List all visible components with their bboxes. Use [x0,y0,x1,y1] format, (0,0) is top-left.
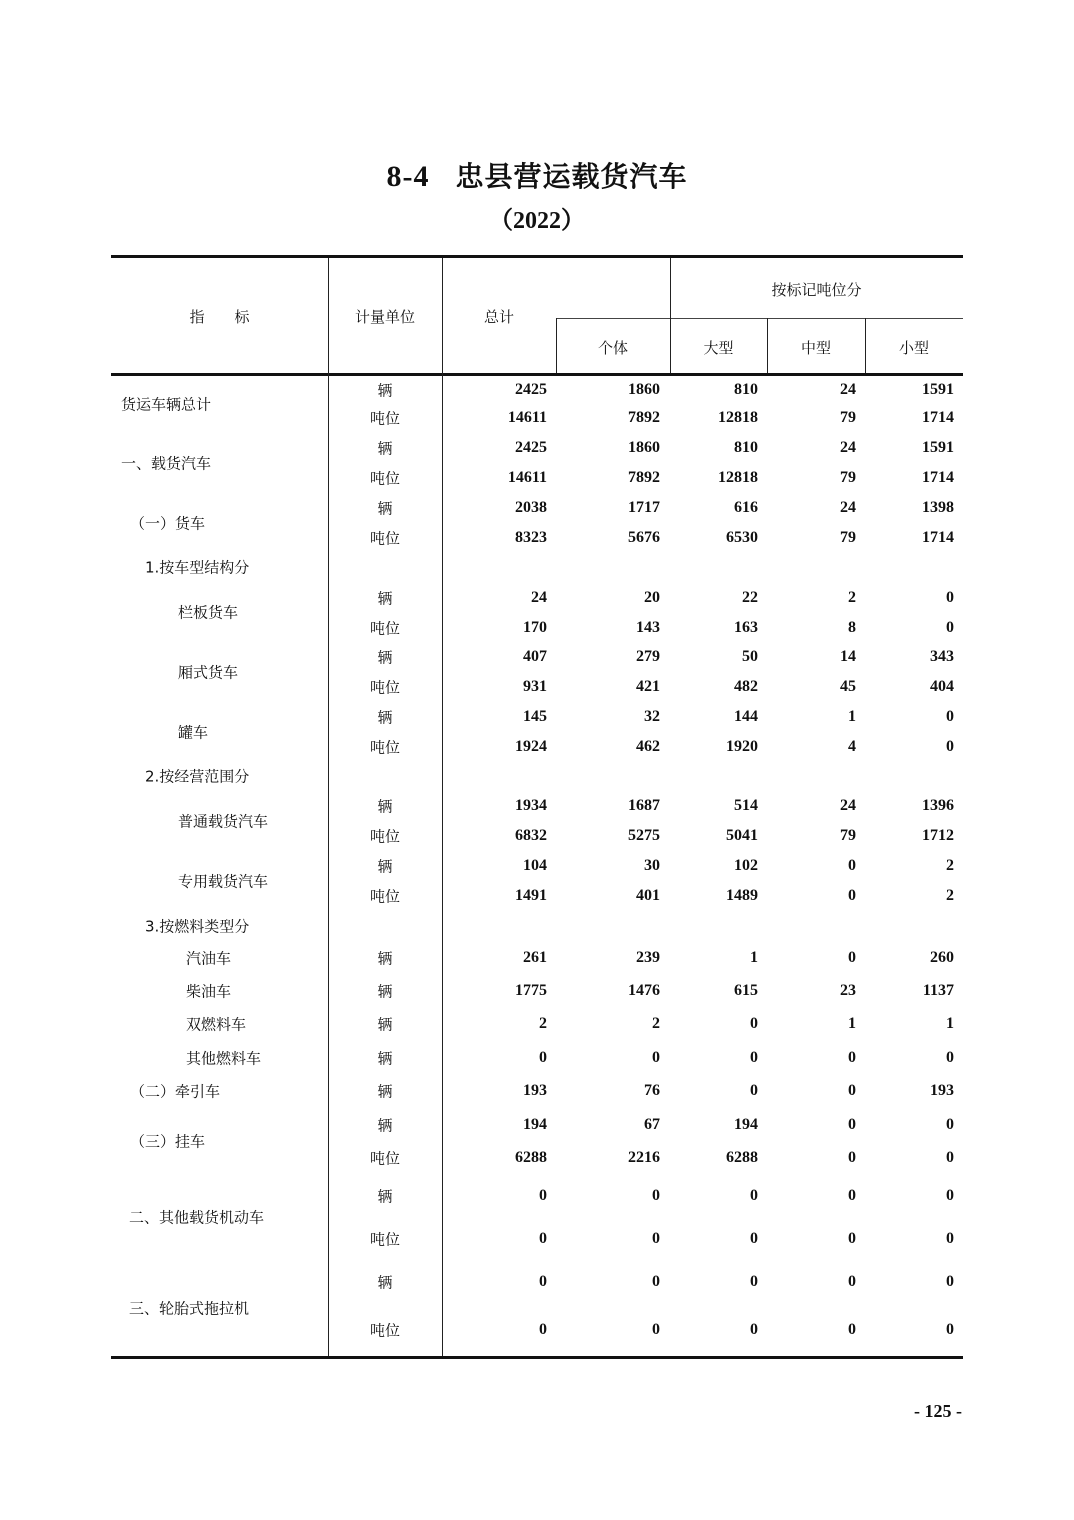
row-label: 厢式货车 [178,663,239,682]
value-total: 1491 [515,887,547,904]
row-unit: 辆 [377,1116,393,1135]
value-small: 260 [930,949,954,966]
row-unit: 吨位 [369,1321,400,1340]
row-unit: 吨位 [369,1149,400,1168]
value-small: 0 [946,1116,954,1133]
value-medium: 24 [840,499,856,516]
value-small: 343 [930,648,954,665]
value-large: 12818 [718,469,758,486]
value-individual: 5275 [628,827,660,844]
row-unit: 吨位 [369,409,400,428]
value-large: 6288 [726,1149,758,1166]
row-label: 普通载货汽车 [178,812,269,831]
value-medium: 0 [848,1116,856,1133]
value-individual: 5676 [628,529,660,546]
value-medium: 24 [840,381,856,398]
value-individual: 239 [636,949,660,966]
value-medium: 0 [848,1187,856,1204]
value-small: 0 [946,1149,954,1166]
row-unit: 辆 [377,1273,393,1292]
value-small: 1714 [922,469,954,486]
value-medium: 4 [848,738,856,755]
value-individual: 143 [636,619,660,636]
value-medium: 8 [848,619,856,636]
value-medium: 0 [848,1230,856,1247]
row-label: 其他燃料车 [186,1049,262,1068]
value-medium: 1 [848,1015,856,1032]
value-individual: 0 [652,1187,660,1204]
value-total: 104 [523,857,547,874]
value-medium: 24 [840,797,856,814]
value-individual: 0 [652,1049,660,1066]
value-individual: 7892 [628,469,660,486]
value-small: 0 [946,1230,954,1247]
value-total: 0 [539,1273,547,1290]
value-medium: 79 [840,827,856,844]
value-large: 0 [750,1015,758,1032]
value-small: 1714 [922,529,954,546]
value-medium: 14 [840,648,856,665]
value-large: 615 [734,982,758,999]
value-individual: 462 [636,738,660,755]
row-unit: 辆 [377,857,393,876]
value-large: 514 [734,797,758,814]
value-individual: 421 [636,678,660,695]
row-unit: 辆 [377,1015,393,1034]
value-large: 0 [750,1230,758,1247]
row-unit: 吨位 [369,619,400,638]
row-unit: 吨位 [369,678,400,697]
row-label: 1.按车型结构分 [145,558,250,577]
column-divider [442,258,443,1356]
header-large: 大型 [703,339,734,357]
table-title [0,155,1074,195]
value-total: 2038 [515,499,547,516]
value-large: 12818 [718,409,758,426]
row-unit: 吨位 [369,529,400,548]
table-top-rule [111,255,963,258]
page-number: - 125 - [914,1401,962,1421]
value-total: 2 [539,1015,547,1032]
value-individual: 0 [652,1321,660,1338]
table-name: 忠县营运载货汽车 [455,160,688,193]
value-individual: 76 [644,1082,660,1099]
value-small: 1 [946,1015,954,1032]
row-unit: 辆 [377,1187,393,1206]
row-label: 罐车 [178,723,209,742]
row-unit: 吨位 [369,738,400,757]
row-unit: 辆 [377,439,393,458]
value-large: 1 [750,949,758,966]
header-total: 总计 [483,308,514,326]
row-unit: 辆 [377,381,393,400]
value-total: 2425 [515,381,547,398]
value-individual: 401 [636,887,660,904]
value-large: 194 [734,1116,758,1133]
row-unit: 辆 [377,949,393,968]
table-bottom-rule [111,1356,963,1359]
value-individual: 1476 [628,982,660,999]
value-medium: 0 [848,887,856,904]
value-large: 810 [734,439,758,456]
header-individual: 个体 [597,339,628,357]
value-medium: 1 [848,708,856,725]
value-total: 407 [523,648,547,665]
row-label: 三、轮胎式拖拉机 [129,1299,250,1318]
value-small: 1591 [922,439,954,456]
header-bottom-rule [111,373,963,376]
value-total: 6832 [515,827,547,844]
value-total: 0 [539,1187,547,1204]
row-unit: 吨位 [369,887,400,906]
row-unit: 吨位 [369,827,400,846]
row-label: 二、其他载货机动车 [129,1208,265,1227]
value-large: 0 [750,1082,758,1099]
header-indicator: 指 标 [189,308,250,326]
value-individual: 279 [636,648,660,665]
value-individual: 1860 [628,439,660,456]
header-small: 小型 [898,339,929,357]
value-small: 0 [946,708,954,725]
value-medium: 79 [840,409,856,426]
value-large: 0 [750,1049,758,1066]
value-total: 0 [539,1321,547,1338]
value-medium: 79 [840,469,856,486]
row-unit: 吨位 [369,1230,400,1249]
value-total: 193 [523,1082,547,1099]
value-total: 14611 [507,469,547,486]
row-label: （一）货车 [130,514,206,533]
value-total: 1924 [515,738,547,755]
value-individual: 1717 [628,499,660,516]
value-large: 163 [734,619,758,636]
value-individual: 2216 [628,1149,660,1166]
value-medium: 0 [848,1082,856,1099]
value-small: 1591 [922,381,954,398]
row-unit: 辆 [377,1049,393,1068]
value-large: 0 [750,1321,758,1338]
value-small: 0 [946,1321,954,1338]
value-total: 1775 [515,982,547,999]
value-small: 0 [946,1187,954,1204]
row-unit: 辆 [377,499,393,518]
value-medium: 0 [848,857,856,874]
value-medium: 0 [848,1049,856,1066]
value-small: 0 [946,1049,954,1066]
row-label: 双燃料车 [186,1015,247,1034]
value-large: 50 [742,648,758,665]
value-large: 0 [750,1273,758,1290]
value-large: 1920 [726,738,758,755]
value-medium: 0 [848,1273,856,1290]
value-individual: 32 [644,708,660,725]
value-total: 6288 [515,1149,547,1166]
row-label: 货运车辆总计 [121,395,212,414]
value-individual: 30 [644,857,660,874]
value-small: 0 [946,1273,954,1290]
value-large: 102 [734,857,758,874]
value-small: 0 [946,619,954,636]
value-individual: 1687 [628,797,660,814]
value-large: 616 [734,499,758,516]
value-small: 0 [946,738,954,755]
row-unit: 辆 [377,1082,393,1101]
row-label: 专用载货汽车 [178,872,269,891]
value-individual: 7892 [628,409,660,426]
value-individual: 20 [644,589,660,606]
header-sub-rule [556,318,963,319]
value-total: 261 [523,949,547,966]
value-small: 404 [930,678,954,695]
row-label: 柴油车 [186,982,232,1001]
value-small: 2 [946,857,954,874]
row-label: 2.按经营范围分 [145,767,250,786]
value-medium: 0 [848,1149,856,1166]
value-total: 145 [523,708,547,725]
value-small: 1137 [922,982,954,999]
header-medium: 中型 [800,339,831,357]
value-medium: 45 [840,678,856,695]
header-tonnage-group: 按标记吨位分 [771,281,862,299]
value-small: 1714 [922,409,954,426]
row-label: （三）挂车 [130,1132,206,1151]
row-unit: 辆 [377,797,393,816]
value-medium: 23 [840,982,856,999]
value-large: 0 [750,1187,758,1204]
row-unit: 辆 [377,708,393,727]
row-unit: 吨位 [369,469,400,488]
table-year: （2022） [489,208,585,234]
value-individual: 67 [644,1116,660,1133]
value-total: 931 [523,678,547,695]
row-label: 3.按燃料类型分 [145,917,250,936]
value-large: 810 [734,381,758,398]
header-unit: 计量单位 [354,308,415,326]
value-small: 2 [946,887,954,904]
value-individual: 0 [652,1273,660,1290]
table-code: 8-4 [386,160,430,193]
value-large: 144 [734,708,758,725]
value-total: 24 [531,589,547,606]
row-unit: 辆 [377,648,393,667]
value-total: 8323 [515,529,547,546]
value-medium: 2 [848,589,856,606]
value-medium: 0 [848,949,856,966]
row-label: 栏板货车 [178,603,239,622]
row-label: 一、载货汽车 [121,454,212,473]
value-total: 0 [539,1049,547,1066]
value-total: 170 [523,619,547,636]
value-total: 2425 [515,439,547,456]
value-large: 1489 [726,887,758,904]
row-label: 汽油车 [186,949,232,968]
value-small: 0 [946,589,954,606]
value-medium: 24 [840,439,856,456]
value-total: 14611 [507,409,547,426]
value-large: 5041 [726,827,758,844]
row-label: （二）牵引车 [130,1082,221,1101]
value-small: 1398 [922,499,954,516]
value-large: 6530 [726,529,758,546]
value-individual: 1860 [628,381,660,398]
value-small: 193 [930,1082,954,1099]
value-small: 1396 [922,797,954,814]
value-total: 0 [539,1230,547,1247]
value-small: 1712 [922,827,954,844]
value-total: 194 [523,1116,547,1133]
value-individual: 2 [652,1015,660,1032]
row-unit: 辆 [377,589,393,608]
value-large: 22 [742,589,758,606]
value-total: 1934 [515,797,547,814]
value-large: 482 [734,678,758,695]
value-medium: 79 [840,529,856,546]
row-unit: 辆 [377,982,393,1001]
value-medium: 0 [848,1321,856,1338]
value-individual: 0 [652,1230,660,1247]
